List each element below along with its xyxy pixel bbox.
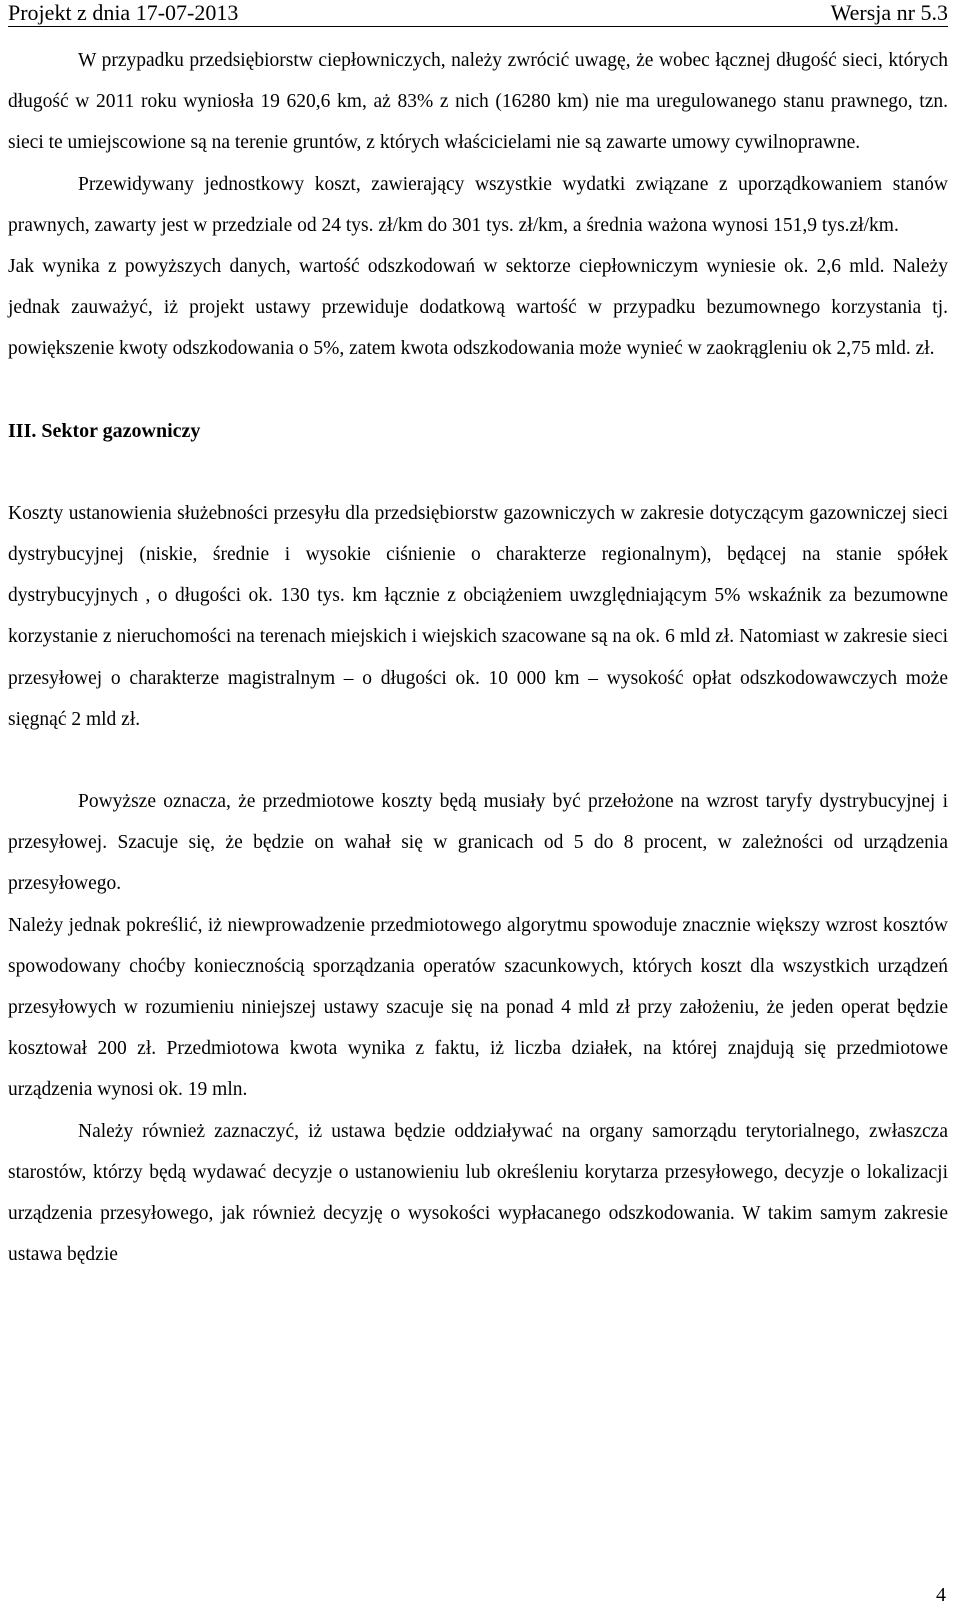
paragraph-local-government: Należy również zaznaczyć, iż ustawa będzie oddziaływać na organy samorządu terytorialnego, zwłaszcza starostów, którzy będą wydawać decyzje o ustanowieniu lub określeniu korytarza przesyłowego, decyzje o lokalizacji urządzenia przesyłowego, jak również decyzję o wysokości wypłacanego odszkodowania. W takim samym zakresie ustawa będzie	[8, 1120, 948, 1266]
paragraph-appraisal-costs: Należy jednak pokreślić, iż niewprowadzenie przedmiotowego algorytmu spowoduje znacznie większy wzrost kosztów spowodowany choćby koniecznością sporządzania operatów szacunkowych, których koszt dla wszystkich urządzeń przesyłowych w rozumieniu niniejszej ustawy szacuje się na ponad 4 mld zł przy założeniu, że jeden operat będzie kosztował 200 zł. Przedmiotowa kwota wynika z faktu, iż liczba działek, na której znajdują się przedmiotowe urządzenia wynosi ok. 19 mln.	[8, 914, 948, 1101]
paragraph-gas-costs: Koszty ustanowienia służebności przesyłu dla przedsiębiorstw gazowniczych w zakresie dotyczącym gazowniczej sieci dystrybucyjnej (niskie, średnie i wysokie ciśnienie o charakterze regionalnym), będącej na stanie spółek dystrybucyjnych , o długości ok. 130 tys. km łącznie z obciążeniem uwzględniającym 5% wskaźnik za bezumowne korzystanie z nieruchomości na terenach miejskich i wiejskich szacowane są na ok. 6 mld zł. Natomiast w zakresie sieci przesyłowej o charakterze magistralnym – o długości ok. 10 000 km – wysokość opłat odszkodowawczych może sięgnąć 2 mld zł.	[8, 502, 948, 730]
paragraph-heating-networks: W przypadku przedsiębiorstw ciepłowniczych, należy zwrócić uwagę, że wobec łącznej długość sieci, których długość w 2011 roku wyniosła 19 620,6 km, aż 83% z nich (16280 km) nie ma uregulowanego stanu prawnego, tzn. sieci te umiejscowione są na terenie gruntów, z których właścicielami nie są zawarte umowy cywilnoprawne.	[8, 50, 948, 154]
header-version: Wersja nr 5.3	[830, 0, 948, 25]
paragraph-compensation-value: Jak wynika z powyższych danych, wartość odszkodowań w sektorze ciepłowniczym wyniesie ok. 2,6 mld. Należy jednak zauważyć, iż projekt ustawy przewiduje dodatkową wartość w przypadku bezumownego korzystania tj. powiększenie kwoty odszkodowania o 5%, zatem kwota odszkodowania może wynieć w zaokrągleniu ok 2,75 mld. zł.	[8, 256, 948, 360]
header-project-date: Projekt z dnia 17-07-2013	[8, 0, 239, 25]
page-number: 4	[936, 1584, 946, 1606]
paragraph-unit-cost: Przewidywany jednostkowy koszt, zawierający wszystkie wydatki związane z uporządkowaniem stanów prawnych, zawarty jest w przedziale od 24 tys. zł/km do 301 tys. zł/km, a średnia ważona wynosi 151,9 tys.zł/km.	[8, 173, 948, 236]
page-header	[8, 0, 948, 27]
document-body	[8, 40, 948, 1275]
section-heading-gas-sector: III. Sektor gazowniczy	[8, 419, 201, 442]
paragraph-tariff-increase: Powyższe oznacza, że przedmiotowe koszty będą musiały być przełożone na wzrost taryfy dystrybucyjnej i przesyłowej. Szacuje się, że będzie on wahał się w granicach od 5 do 8 procent, w zależności od urządzenia przesyłowego.	[8, 791, 948, 895]
